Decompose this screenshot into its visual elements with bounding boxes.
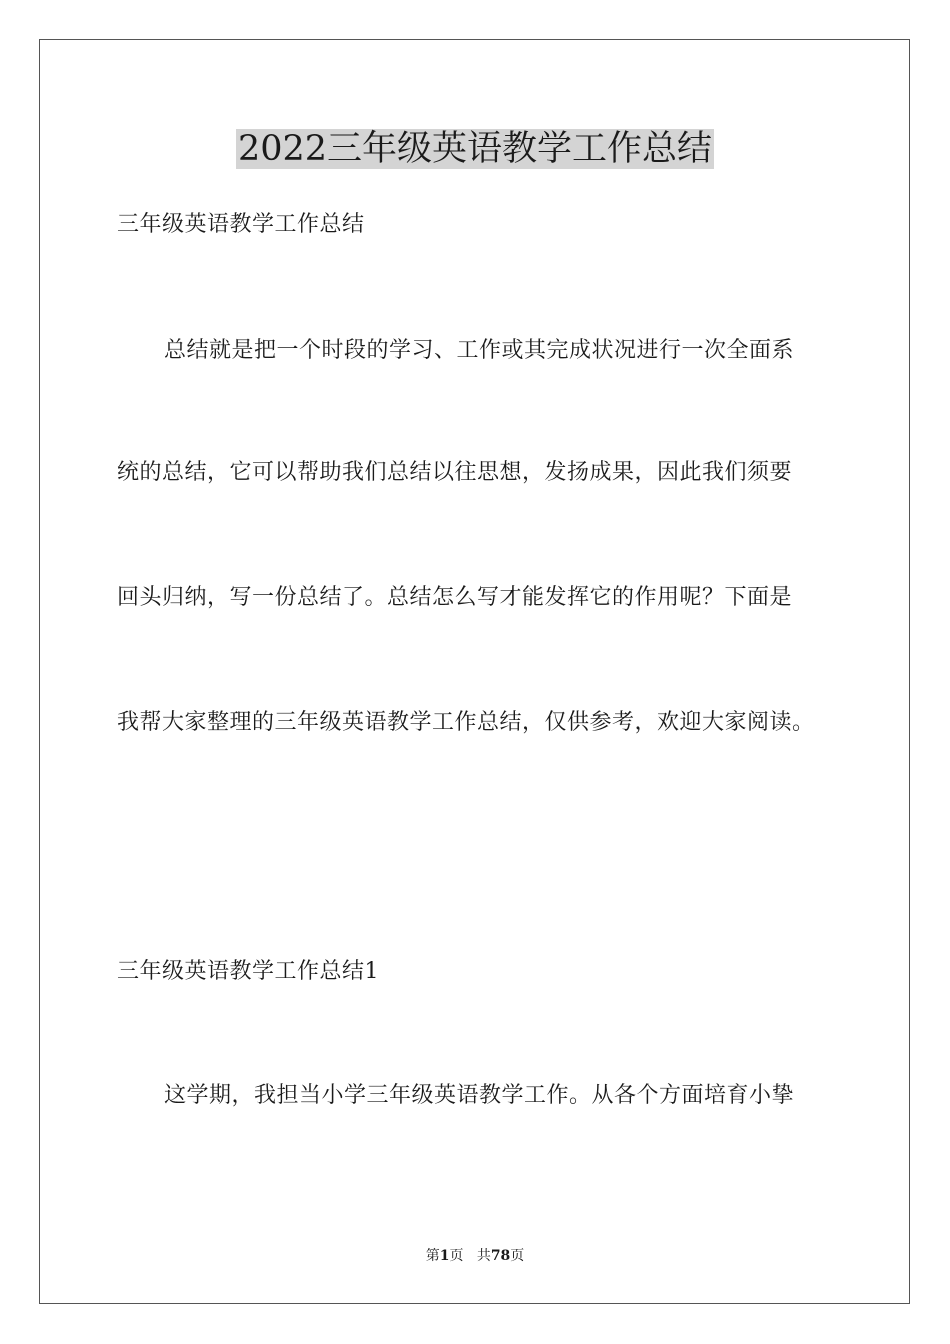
footer-total-suffix: 页 (510, 1248, 525, 1264)
document-subtitle: 三年级英语教学工作总结 (117, 212, 365, 237)
document-title-text: 2022三年级英语教学工作总结 (237, 129, 713, 169)
footer-total-pages: 78 (490, 1248, 511, 1264)
intro-line-3: 回头归纳，写一份总结了。总结怎么写才能发挥它的作用呢？下面是 (117, 585, 793, 610)
section-heading: 三年级英语教学工作总结1 (117, 959, 379, 984)
footer-total-prefix: 共 (476, 1248, 491, 1264)
footer-page-number: 1 (439, 1248, 450, 1264)
intro-line-2: 统的总结，它可以帮助我们总结以往思想，发扬成果，因此我们须要 (117, 460, 793, 485)
intro-line-4: 我帮大家整理的三年级英语教学工作总结，仅供参考，欢迎大家阅读。 (117, 710, 815, 735)
footer-page-prefix: 第 (425, 1248, 440, 1264)
page-footer (0, 1246, 950, 1266)
footer-page-suffix: 页 (449, 1248, 464, 1264)
document-title (0, 124, 950, 174)
intro-line-1: 总结就是把一个时段的学习、工作或其完成状况进行一次全面系 (164, 338, 795, 363)
section-line-1: 这学期，我担当小学三年级英语教学工作。从各个方面培育小挚 (164, 1083, 795, 1108)
